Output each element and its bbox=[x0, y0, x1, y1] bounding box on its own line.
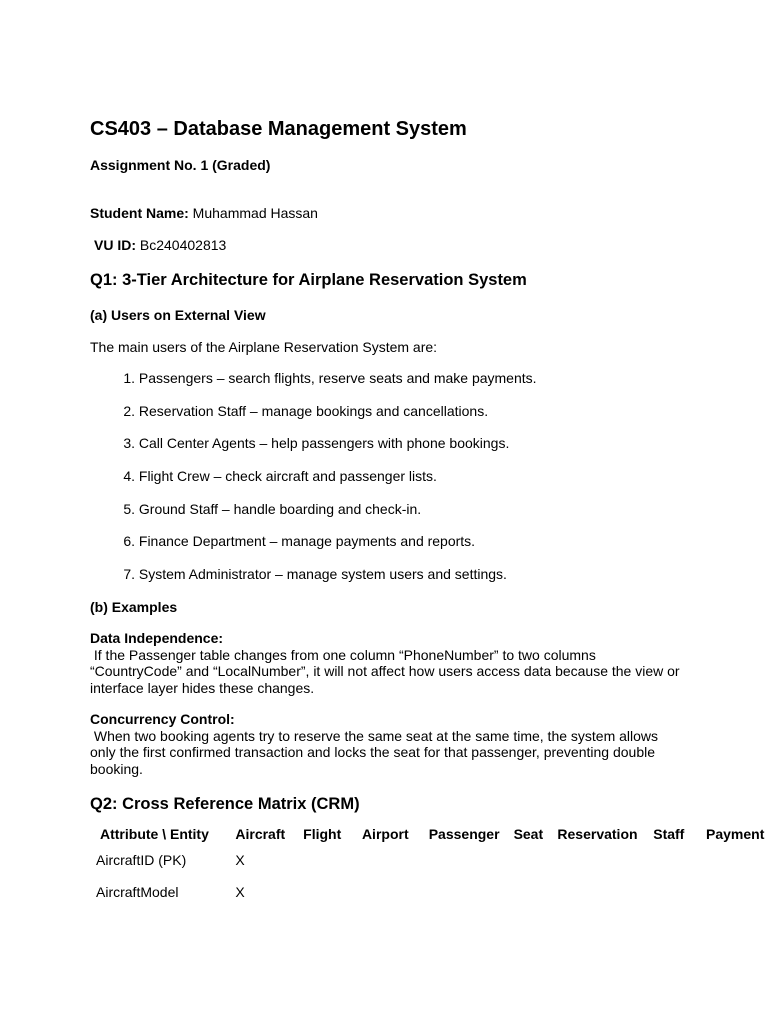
column-header: Passenger bbox=[428, 826, 500, 842]
concurrency-block bbox=[90, 711, 690, 777]
table-cell bbox=[429, 876, 514, 908]
column-header: Flight bbox=[303, 826, 342, 842]
table-cell bbox=[362, 844, 429, 876]
q1-heading: Q1: 3-Tier Architecture for Airplane Reservation System bbox=[90, 271, 527, 289]
column-header: Seat bbox=[513, 826, 544, 842]
table-cell bbox=[653, 844, 706, 876]
list-item bbox=[90, 566, 537, 599]
list-number: 1. bbox=[123, 370, 135, 386]
column-header: Attribute \ Entity bbox=[100, 826, 209, 842]
table-cell: AircraftID (PK) bbox=[96, 852, 187, 868]
student-name-line bbox=[90, 205, 318, 221]
list-item bbox=[90, 403, 537, 436]
list-number: 3. bbox=[123, 435, 135, 452]
vu-id-line bbox=[94, 237, 226, 253]
list-number: 6. bbox=[123, 533, 135, 550]
student-name-label: Student Name: bbox=[90, 205, 189, 221]
list-text: System Administrator – manage system users and settings. bbox=[138, 566, 507, 583]
table-cell bbox=[303, 844, 362, 876]
data-independence-line-1: If the Passenger table changes from one column “PhoneNumber” to two columns bbox=[90, 646, 596, 663]
list-number: 7. bbox=[123, 566, 135, 583]
table-header-row bbox=[90, 824, 768, 844]
table-cell bbox=[303, 876, 362, 908]
vu-id-value: Bc240402813 bbox=[136, 237, 227, 253]
assignment-subtitle: Assignment No. 1 (Graded) bbox=[90, 157, 271, 173]
list-text: Ground Staff – handle boarding and check-in. bbox=[138, 500, 422, 517]
concurrency-line-3: booking. bbox=[90, 760, 143, 777]
column-header: Payment bbox=[706, 826, 765, 842]
data-independence-heading: Data Independence: bbox=[90, 630, 224, 646]
table-cell bbox=[706, 844, 768, 876]
data-independence-block bbox=[90, 630, 690, 696]
concurrency-line-2: only the first confirmed transaction and locks the seat for that passenger, preventing double bbox=[90, 744, 655, 760]
q2-heading: Q2: Cross Reference Matrix (CRM) bbox=[90, 795, 360, 813]
list-text: Reservation Staff – manage bookings and cancellations. bbox=[138, 402, 489, 419]
crm-table bbox=[90, 824, 768, 908]
list-item bbox=[90, 468, 537, 501]
list-number: 4. bbox=[123, 468, 135, 485]
concurrency-line-1: When two booking agents try to reserve the same seat at the same time, the system allows bbox=[90, 727, 659, 744]
table-cell bbox=[429, 844, 514, 876]
list-item bbox=[90, 501, 537, 534]
list-text: Passengers – search flights, reserve seats and make payments. bbox=[138, 370, 537, 386]
concurrency-heading: Concurrency Control: bbox=[90, 711, 235, 727]
document-title: CS403 – Database Management System bbox=[90, 118, 467, 140]
table-row bbox=[90, 844, 768, 876]
table-cell: X bbox=[235, 852, 245, 868]
vu-id-label: VU ID: bbox=[94, 237, 136, 253]
table-cell bbox=[362, 876, 429, 908]
table-cell bbox=[514, 844, 558, 876]
table-cell bbox=[557, 876, 653, 908]
table-cell bbox=[653, 876, 706, 908]
list-item bbox=[90, 435, 537, 468]
data-independence-line-2: “CountryCode” and “LocalNumber”, it will not affect how users access data because the view or bbox=[90, 663, 680, 679]
column-header: Airport bbox=[361, 826, 409, 842]
table-cell bbox=[514, 876, 558, 908]
list-number: 5. bbox=[123, 500, 135, 517]
users-list bbox=[90, 370, 537, 599]
list-text: Flight Crew – check aircraft and passenger lists. bbox=[138, 468, 437, 485]
list-item bbox=[90, 370, 537, 403]
q1-part-a-heading: (a) Users on External View bbox=[90, 307, 266, 323]
q1-intro: The main users of the Airplane Reservation System are: bbox=[90, 339, 438, 355]
column-header: Aircraft bbox=[235, 826, 286, 842]
list-text: Call Center Agents – help passengers with phone bookings. bbox=[138, 435, 510, 452]
column-header: Staff bbox=[653, 826, 685, 842]
student-name-value: Muhammad Hassan bbox=[188, 205, 318, 221]
list-number: 2. bbox=[123, 402, 135, 419]
data-independence-line-3: interface layer hides these changes. bbox=[90, 679, 315, 696]
table-cell bbox=[706, 876, 768, 908]
table-cell: X bbox=[235, 884, 245, 900]
table-cell bbox=[557, 844, 653, 876]
table-cell: AircraftModel bbox=[96, 884, 179, 900]
column-header: Reservation bbox=[557, 826, 638, 842]
table-row bbox=[90, 876, 768, 908]
q1-part-b-heading: (b) Examples bbox=[90, 599, 178, 615]
list-item bbox=[90, 533, 537, 566]
list-text: Finance Department – manage payments and reports. bbox=[138, 533, 476, 550]
